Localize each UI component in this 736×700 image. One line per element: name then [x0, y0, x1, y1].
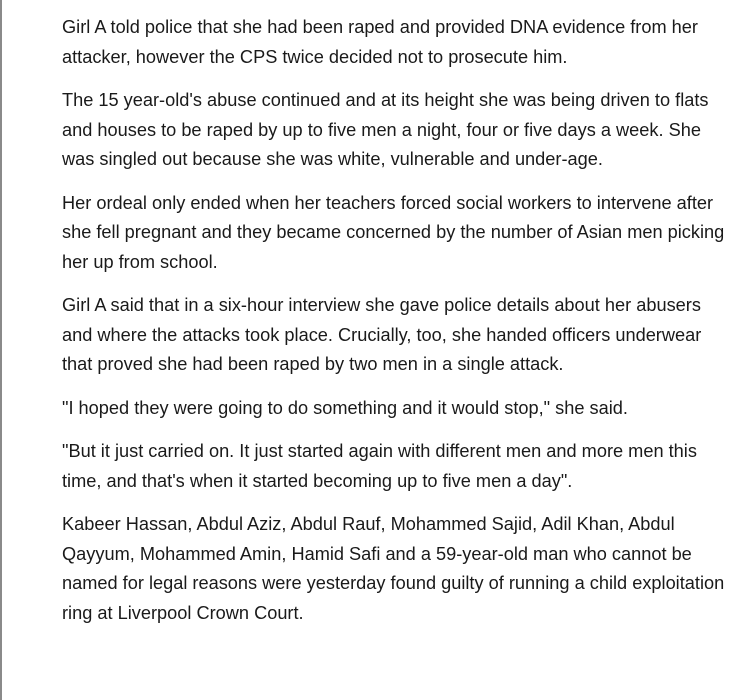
article-paragraph-1: Girl A told police that she had been raped and provided DNA evidence from her attacker, however the CPS twice decided not to prosecute him.: [62, 17, 698, 67]
left-border-rule: [0, 0, 2, 700]
article-paragraph-2: The 15 year-old's abuse continued and at its height she was being driven to flats and houses to be raped by up to five men a night, four or five days a week. She was singled out because she was white, vulnerable and under-age.: [62, 90, 709, 169]
article-body: [62, 13, 730, 642]
article-quote-2: "But it just carried on. It just started again with different men and more men this time, and that's when it started becoming up to five men a day".: [62, 441, 697, 491]
article-paragraph-3: Her ordeal only ended when her teachers forced social workers to intervene after she fell pregnant and they became concerned by the number of Asian men picking her up from school.: [62, 192, 725, 272]
article-quote-1: "I hoped they were going to do something and it would stop," she said.: [62, 397, 628, 418]
article-paragraph-7: Kabeer Hassan, Abdul Aziz, Abdul Rauf, Mohammed Sajid, Adil Khan, Abdul Qayyum, Mohammed Amin, Hamid Safi and a 59-year-old man who cannot be named for legal reasons were yesterday found guilty of running a child exploitation ring at Liverpool Crown Court.: [62, 514, 725, 623]
article-paragraph-4: Girl A said that in a six-hour interview she gave police details about her abusers and where the attacks took place. Crucially, too, she handed officers underwear that proved she had been raped by two men in a single attack.: [62, 295, 702, 374]
